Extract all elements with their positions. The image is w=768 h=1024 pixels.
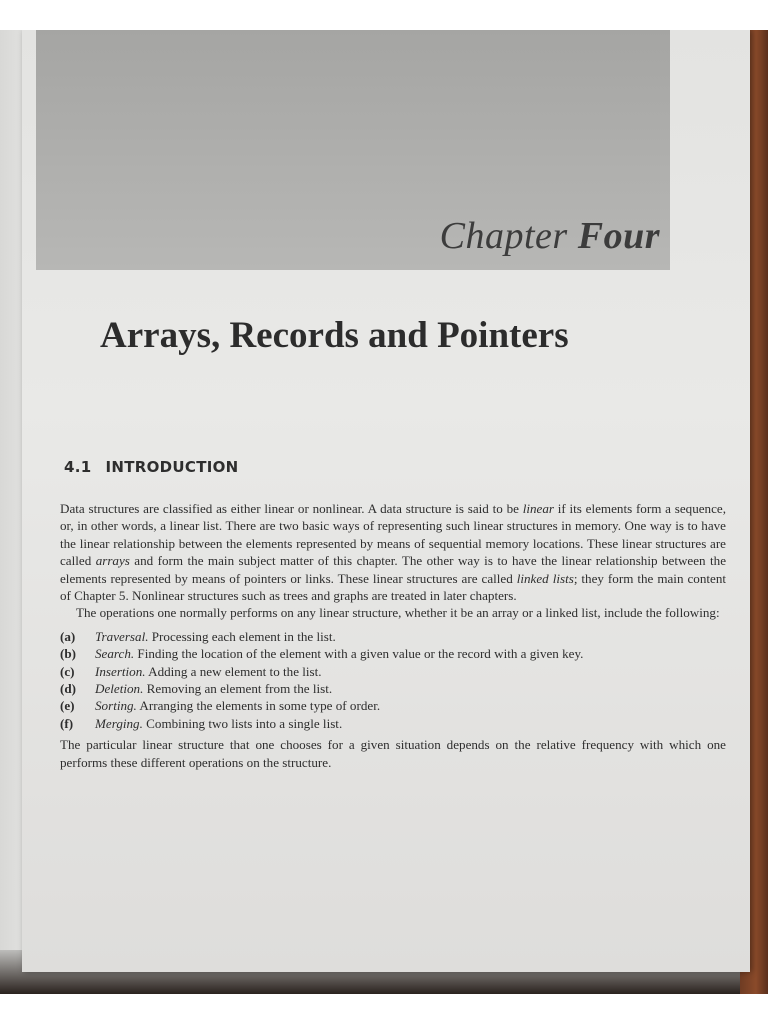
- item-text: [95, 680, 726, 697]
- item-label: (b): [60, 646, 77, 662]
- list-item: [60, 663, 726, 680]
- section-body: [60, 500, 726, 771]
- item-term: Traversal.: [95, 628, 149, 644]
- chapter-number-word: Four: [577, 215, 660, 257]
- chapter-label: [440, 214, 660, 258]
- item-text: [95, 697, 726, 714]
- item-term: Insertion.: [95, 663, 146, 679]
- operations-list: [60, 628, 726, 732]
- list-item: [60, 715, 726, 732]
- intro-paragraph: [60, 500, 726, 604]
- item-label: (d): [60, 681, 77, 697]
- chapter-title: Arrays, Records and Pointers: [100, 315, 569, 356]
- intro-text-3: and form the main subject matter of this chapter. The other way is to have the linear relationship between the elements represented by means of pointers or links. These linear structures are called: [60, 553, 727, 586]
- item-desc: Arranging the elements in some type of order.: [136, 698, 381, 714]
- image-border-top: [0, 0, 768, 30]
- section-title: INTRODUCTION: [105, 458, 239, 476]
- item-label: (e): [60, 698, 75, 714]
- item-desc: Processing each element in the list.: [148, 628, 336, 644]
- list-item: [60, 628, 726, 645]
- list-item: [60, 680, 726, 697]
- item-text: [95, 645, 726, 662]
- item-term: Deletion.: [95, 681, 144, 697]
- closing-paragraph: The particular linear structure that one chooses for a given situation depends on the relative frequency with which one performs these different operations on the structure.: [60, 737, 726, 770]
- item-desc: Finding the location of the element with a given value or the record with a given key.: [134, 646, 584, 662]
- section-number: 4.1: [64, 458, 92, 476]
- item-text: [95, 715, 726, 732]
- item-desc: Removing an element from the list.: [143, 681, 333, 697]
- item-term: Merging.: [95, 715, 143, 731]
- item-term: Search.: [95, 646, 135, 662]
- intro-text-1: Data structures are classified as either linear or nonlinear. A data structure is said to be: [60, 501, 523, 516]
- item-label: (f): [60, 715, 74, 731]
- term-linked-lists: linked lists: [516, 570, 574, 586]
- intro-text-4: ; they form the main content of Chapter 5. Nonlinear structures such as trees and graphs are treated in later chapters.: [60, 570, 727, 604]
- book-page: [22, 30, 750, 972]
- chapter-label-word: Chapter: [439, 215, 568, 257]
- item-desc: Combining two lists into a single list.: [142, 715, 343, 731]
- item-term: Sorting.: [95, 698, 137, 714]
- book-photo: [0, 30, 768, 994]
- term-arrays: arrays: [95, 553, 130, 569]
- term-linear: linear: [522, 501, 554, 516]
- item-label: (a): [60, 628, 76, 644]
- item-label: (c): [60, 663, 75, 679]
- item-text: [95, 628, 726, 645]
- intro-text-2: if its elements form a sequence, or, in other words, a linear list. There are two basic ways of representing such linear structures in memory. One way is to have the linear relationship between the elements represented by means of sequential memory locations. These linear structures are called: [60, 501, 726, 569]
- list-item: [60, 645, 726, 662]
- chapter-header-band: [36, 30, 670, 270]
- item-desc: Adding a new element to the list.: [145, 663, 322, 679]
- image-border-bottom: [0, 994, 768, 1024]
- item-text: [95, 663, 726, 680]
- list-item: [60, 697, 726, 714]
- operations-intro-paragraph: The operations one normally performs on any linear structure, whether it be an array or a linked list, include the following:: [76, 605, 720, 621]
- section-heading: [64, 458, 239, 476]
